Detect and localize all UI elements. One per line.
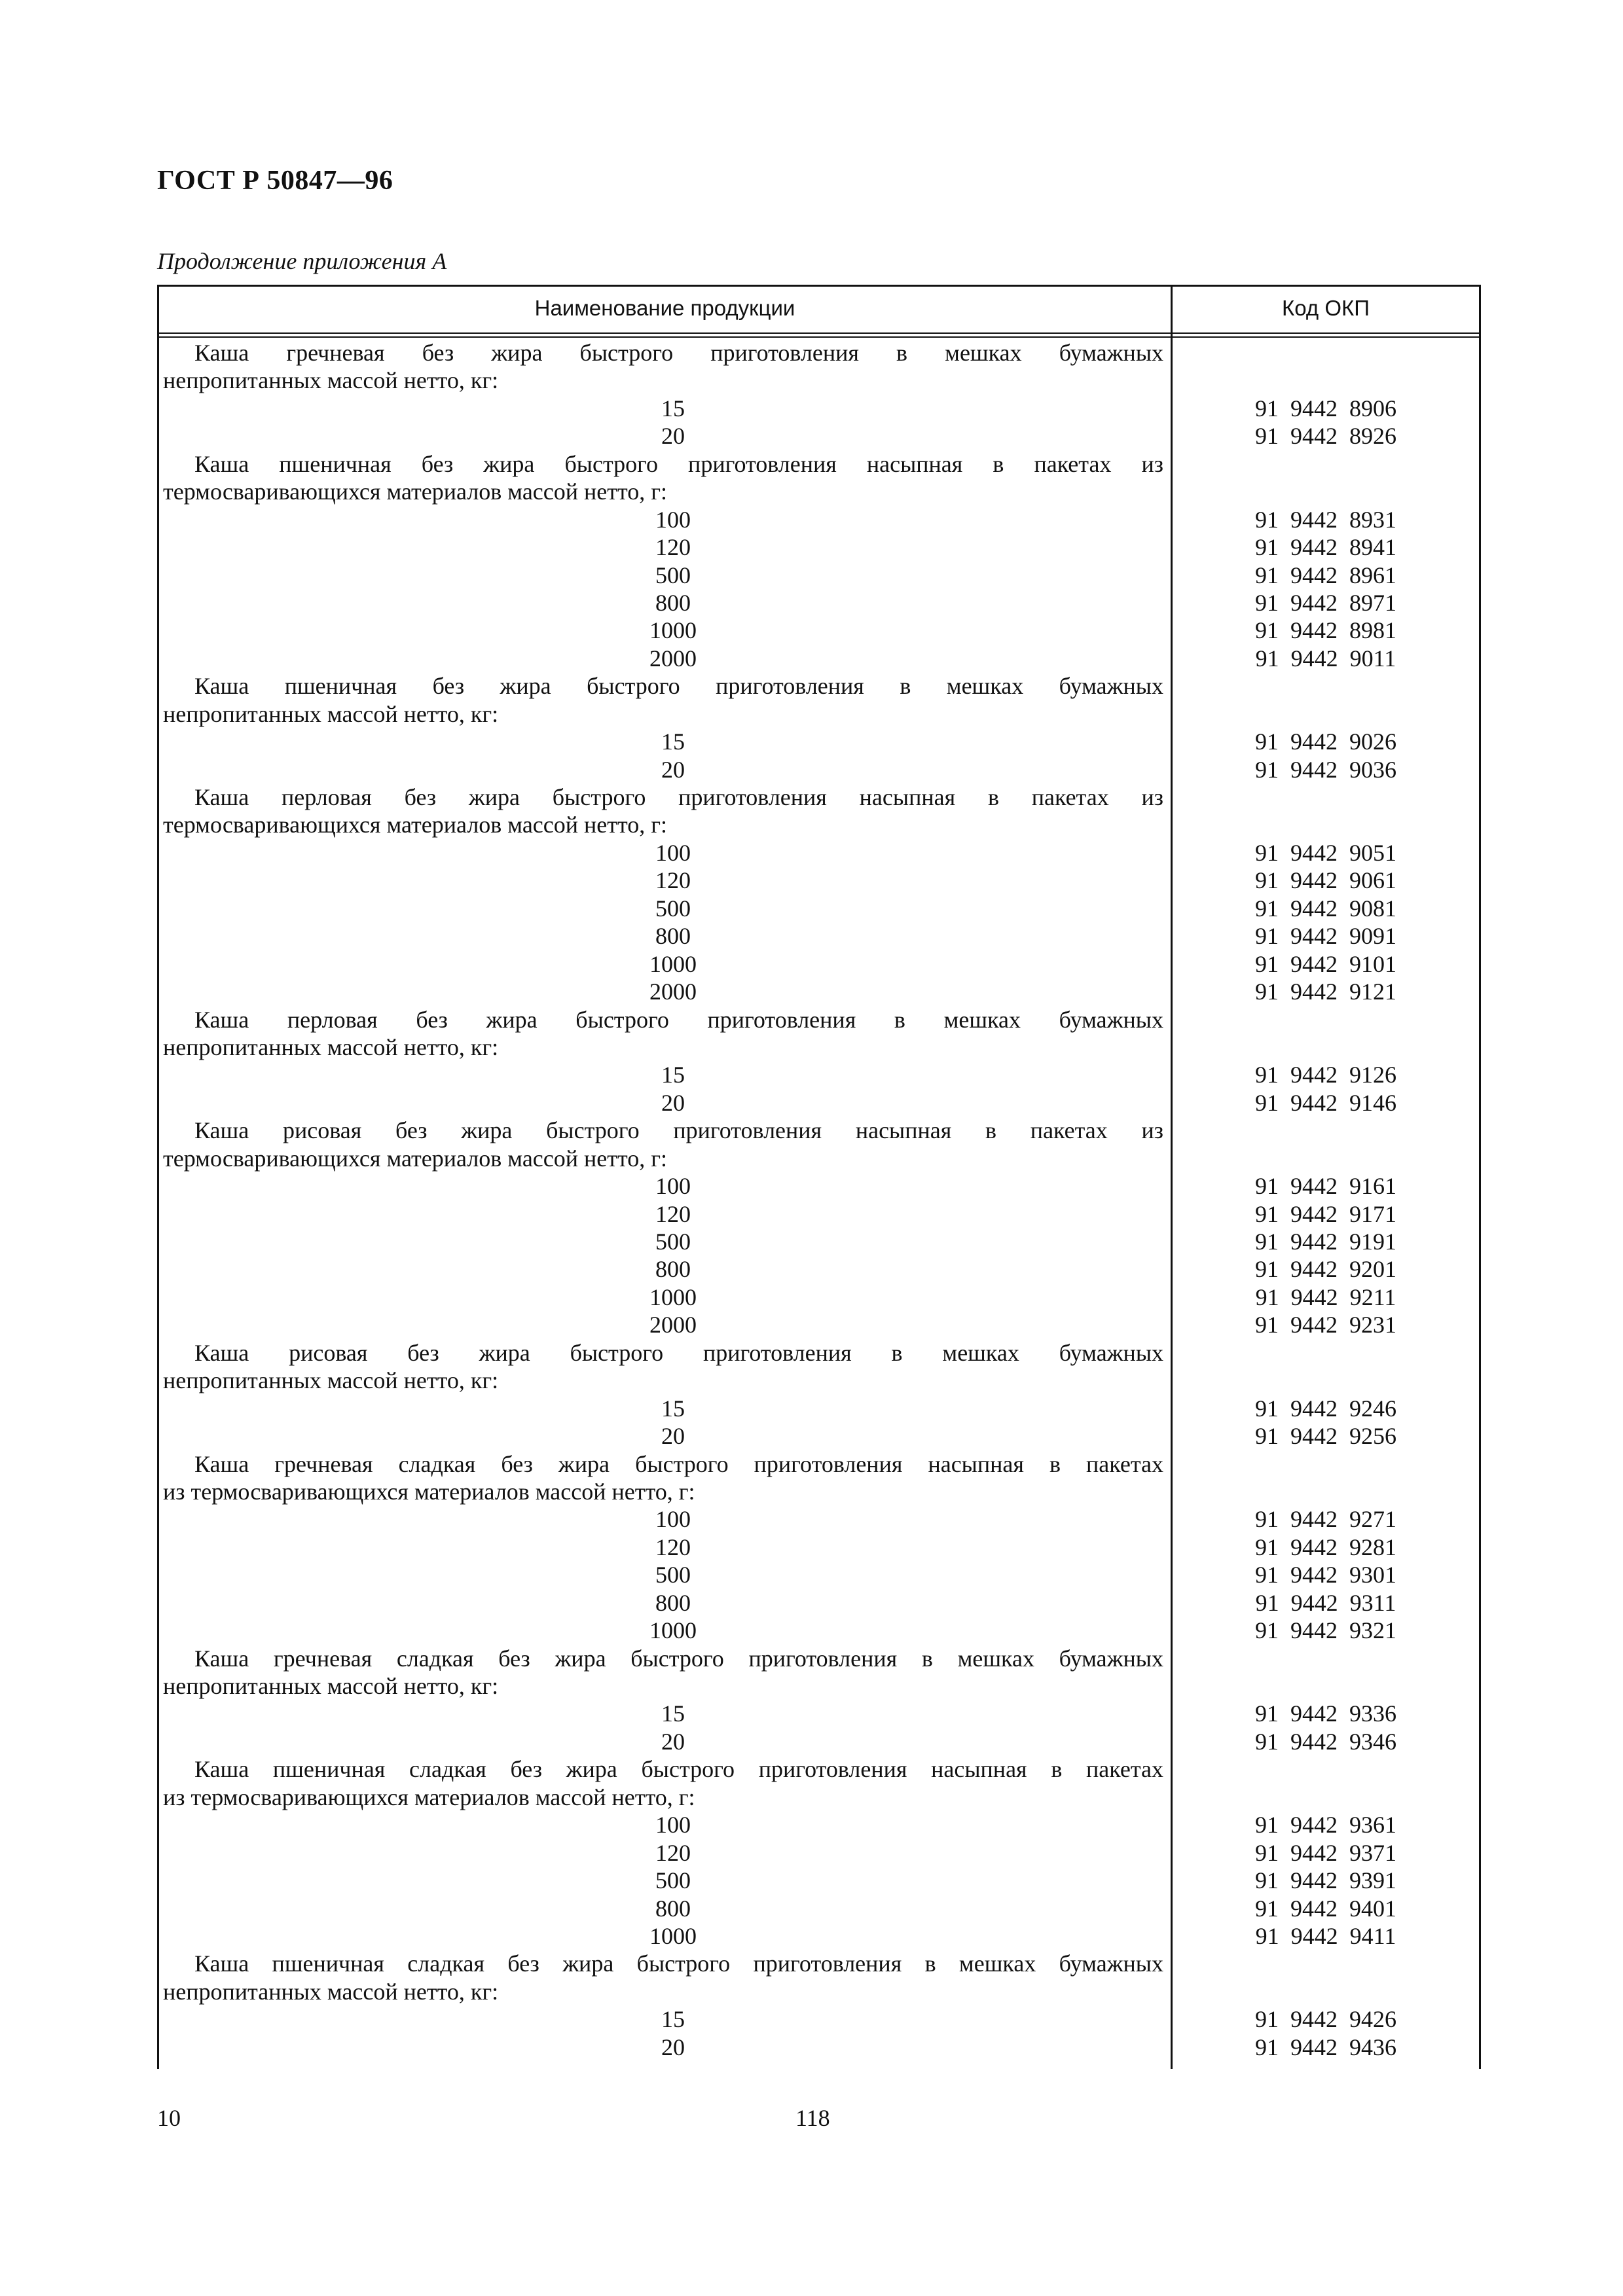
table-row [159,1645,1479,1672]
net-mass-cell: 800 [655,1256,691,1283]
product-description-cell: Каша пшеничная сладкая без жира быстрого приготовления насыпная в пакетах [194,1756,1163,1783]
table-row [159,1089,1479,1117]
product-description-cell: Каша пшеничная без жира быстрого приготовления в мешках бумажных [194,673,1163,700]
product-description-cell: Каша пшеничная без жира быстрого приготовления насыпная в пакетах из [194,450,1163,477]
table-row [159,589,1479,617]
net-mass-cell: 20 [661,2034,685,2060]
net-mass-cell: 800 [655,1895,691,1922]
okp-code-cell: 91 9442 9321 [1255,1617,1396,1644]
table-row [159,1755,1479,1783]
products-table [157,285,1481,2069]
table-row [159,1450,1479,1478]
net-mass-cell: 500 [655,1867,691,1894]
net-mass-cell: 20 [661,1089,685,1116]
table-row [159,1589,1479,1617]
okp-code-cell: 91 9442 9126 [1255,1062,1396,1088]
okp-code-cell: 91 9442 9171 [1255,1200,1396,1227]
product-description-cell: из термосваривающихся материалов массой нетто, г: [163,1784,695,1810]
table-row [159,1728,1479,1755]
okp-code-cell: 91 9442 9311 [1255,1589,1396,1616]
header-double-rule [159,332,1479,338]
table-row [159,1922,1479,1950]
table-row [159,1950,1479,1977]
product-description-cell: Каша рисовая без жира быстрого приготовления в мешках бумажных [194,1339,1163,1366]
table-row [159,533,1479,561]
table-row [159,1145,1479,1172]
table-row [159,450,1479,478]
table-row [159,1061,1479,1088]
product-description-cell: термосваривающихся материалов массой нетто, г: [163,812,668,838]
table-row [159,1505,1479,1533]
okp-code-cell: 91 9442 9191 [1255,1229,1396,1255]
okp-code-cell: 91 9442 8941 [1255,534,1396,561]
table-row [159,1978,1479,2005]
okp-code-cell: 91 9442 9391 [1255,1867,1396,1894]
okp-code-cell: 91 9442 8931 [1255,506,1396,533]
table-row [159,506,1479,533]
okp-code-cell: 91 9442 9061 [1255,867,1396,894]
table-row [159,811,1479,838]
table-row [159,562,1479,589]
table-row [159,1784,1479,1811]
product-description-cell: Каша гречневая сладкая без жира быстрого приготовления насыпная в пакетах [194,1450,1163,1477]
net-mass-cell: 1000 [649,1283,697,1310]
okp-code-cell: 91 9442 9246 [1255,1395,1396,1422]
okp-code-cell: 91 9442 9091 [1255,923,1396,950]
okp-code-cell: 91 9442 9281 [1255,1534,1396,1560]
header-okp-code: Код ОКП [1282,296,1370,320]
table-row [159,478,1479,505]
product-description-cell: Каша перловая без жира быстрого приготовления насыпная в пакетах из [194,784,1163,810]
okp-code-cell: 91 9442 9361 [1255,1812,1396,1839]
product-description-cell: непропитанных массой нетто, кг: [163,367,499,394]
table-row [159,617,1479,644]
okp-code-cell: 91 9442 9146 [1255,1089,1396,1116]
product-description-cell: Каша перловая без жира быстрого приготовления в мешках бумажных [194,1006,1163,1033]
table-row [159,1895,1479,1922]
net-mass-cell: 100 [655,1812,691,1839]
okp-code-cell: 91 9442 9271 [1255,1506,1396,1533]
product-description-cell: непропитанных массой нетто, кг: [163,1367,499,1394]
table-row [159,1561,1479,1588]
table-row [159,1395,1479,1422]
table-header [159,287,1479,332]
net-mass-cell: 800 [655,589,691,616]
okp-code-cell: 91 9442 9161 [1255,1173,1396,1200]
table-row [159,422,1479,450]
okp-code-cell: 91 9442 9256 [1255,1423,1396,1450]
table-row [159,1311,1479,1338]
table-row [159,1422,1479,1450]
table-row [159,1700,1479,1727]
table-row [159,839,1479,867]
okp-code-cell: 91 9442 9051 [1255,839,1396,866]
net-mass-cell: 120 [655,534,691,561]
net-mass-cell: 1000 [649,1617,697,1644]
table-row [159,728,1479,755]
net-mass-cell: 500 [655,1229,691,1255]
table-row [159,783,1479,811]
table-row [159,672,1479,700]
net-mass-cell: 120 [655,1839,691,1866]
table-row [159,367,1479,394]
table-row [159,1867,1479,1894]
okp-code-cell: 91 9442 8906 [1255,395,1396,422]
table-row [159,756,1479,783]
net-mass-cell: 120 [655,1200,691,1227]
net-mass-cell: 800 [655,923,691,950]
net-mass-cell: 100 [655,839,691,866]
table-row [159,950,1479,978]
okp-code-cell: 91 9442 8926 [1255,423,1396,450]
net-mass-cell: 120 [655,1534,691,1560]
okp-code-cell: 91 9442 9121 [1255,978,1396,1005]
okp-code-cell: 91 9442 9436 [1255,2034,1396,2060]
net-mass-cell: 2000 [649,645,697,672]
okp-code-cell: 91 9442 9081 [1255,895,1396,922]
net-mass-cell: 20 [661,423,685,450]
table-row [159,645,1479,672]
table-row [159,1255,1479,1283]
product-description-cell: Каша пшеничная сладкая без жира быстрого приготовления в мешках бумажных [194,1950,1163,1977]
net-mass-cell: 120 [655,867,691,894]
net-mass-cell: 20 [661,1728,685,1755]
net-mass-cell: 1000 [649,617,697,644]
okp-code-cell: 91 9442 9201 [1255,1256,1396,1283]
table-row [159,1367,1479,1394]
okp-code-cell: 91 9442 8981 [1255,617,1396,644]
product-description-cell: термосваривающихся материалов массой нетто, г: [163,478,668,505]
okp-code-cell: 91 9442 9411 [1255,1922,1396,1949]
product-description-cell: Каша рисовая без жира быстрого приготовления насыпная в пакетах из [194,1117,1163,1144]
net-mass-cell: 1000 [649,950,697,977]
table-row [159,2005,1479,2033]
table-row [159,1339,1479,1367]
product-description-cell: термосваривающихся материалов массой нетто, г: [163,1145,668,1172]
okp-code-cell: 91 9442 9371 [1255,1839,1396,1866]
table-body [159,339,1479,2061]
table-row [159,1672,1479,1700]
header-product-name: Наименование продукции [534,296,795,320]
table-row [159,1117,1479,1144]
okp-code-cell: 91 9442 9026 [1255,728,1396,755]
net-mass-cell: 15 [661,1062,685,1088]
table-row [159,1283,1479,1311]
net-mass-cell: 15 [661,1395,685,1422]
net-mass-cell: 800 [655,1589,691,1616]
net-mass-cell: 15 [661,395,685,422]
product-description-cell: непропитанных массой нетто, кг: [163,700,499,727]
okp-code-cell: 91 9442 9231 [1255,1312,1396,1338]
net-mass-cell: 20 [661,756,685,783]
table-row [159,339,1479,367]
table-row [159,1033,1479,1061]
table-row [159,1200,1479,1228]
net-mass-cell: 1000 [649,1922,697,1949]
net-mass-cell: 500 [655,1562,691,1588]
page-number-center: 118 [795,2105,830,2131]
table-row [159,895,1479,922]
table-row [159,1478,1479,1505]
table-row [159,2034,1479,2061]
okp-code-cell: 91 9442 9426 [1255,2006,1396,2033]
okp-code-cell: 91 9442 9101 [1255,950,1396,977]
okp-code-cell: 91 9442 8971 [1255,589,1396,616]
page-number-left: 10 [157,2105,181,2131]
okp-code-cell: 91 9442 9011 [1255,645,1396,672]
product-description-cell: непропитанных массой нетто, кг: [163,1033,499,1060]
net-mass-cell: 100 [655,506,691,533]
table-row [159,867,1479,894]
product-description-cell: непропитанных массой нетто, кг: [163,1673,499,1699]
product-description-cell: Каша гречневая сладкая без жира быстрого приготовления в мешках бумажных [194,1645,1163,1672]
net-mass-cell: 100 [655,1506,691,1533]
net-mass-cell: 15 [661,728,685,755]
table-row [159,1811,1479,1839]
table-row [159,922,1479,950]
product-description-cell: Каша гречневая без жира быстрого приготовления в мешках бумажных [194,340,1163,366]
table-row [159,700,1479,728]
okp-code-cell: 91 9442 9036 [1255,756,1396,783]
okp-code-cell: 91 9442 9211 [1255,1283,1396,1310]
net-mass-cell: 100 [655,1173,691,1200]
net-mass-cell: 500 [655,895,691,922]
net-mass-cell: 15 [661,2006,685,2033]
product-description-cell: из термосваривающихся материалов массой нетто, г: [163,1478,695,1505]
net-mass-cell: 20 [661,1423,685,1450]
product-description-cell: непропитанных массой нетто, кг: [163,1978,499,2005]
continuation-caption: Продолжение приложения А [157,248,447,274]
table-row [159,1534,1479,1561]
net-mass-cell: 500 [655,562,691,588]
table-row [159,1839,1479,1867]
okp-code-cell: 91 9442 8961 [1255,562,1396,588]
table-row [159,978,1479,1005]
okp-code-cell: 91 9442 9401 [1255,1895,1396,1922]
table-row [159,395,1479,422]
okp-code-cell: 91 9442 9346 [1255,1728,1396,1755]
net-mass-cell: 2000 [649,1312,697,1338]
table-row [159,1617,1479,1644]
net-mass-cell: 2000 [649,978,697,1005]
document-code: ГОСТ Р 50847—96 [157,166,393,196]
okp-code-cell: 91 9442 9336 [1255,1700,1396,1727]
net-mass-cell: 15 [661,1700,685,1727]
okp-code-cell: 91 9442 9301 [1255,1562,1396,1588]
table-row [159,1172,1479,1200]
table-row [159,1228,1479,1255]
table-row [159,1006,1479,1033]
